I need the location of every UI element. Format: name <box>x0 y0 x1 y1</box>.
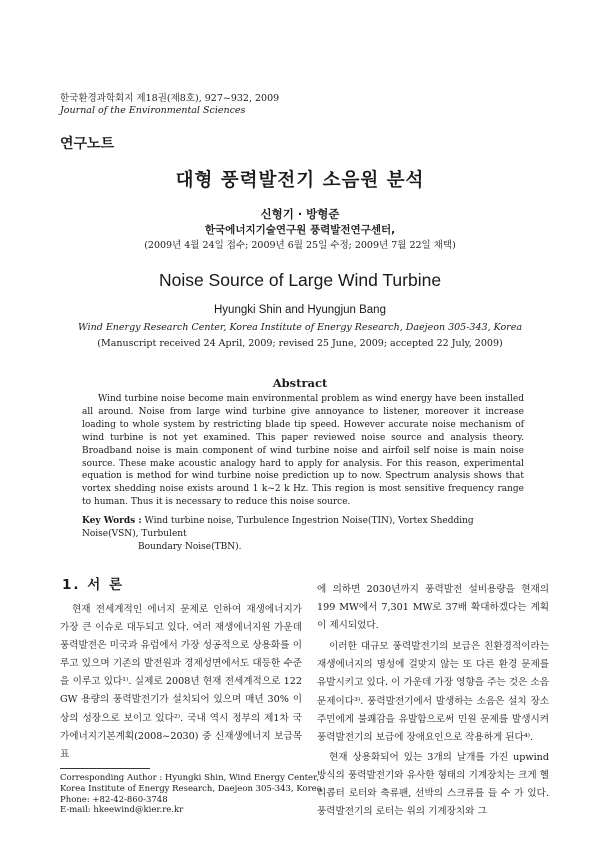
authors-english: Hyungki Shin and Hyungjun Bang <box>214 304 386 316</box>
footnote-line: Corresponding Author : Hyungki Shin, Wind Energy Center, <box>60 773 319 783</box>
affiliation-english: Wind Energy Research Center, Korea Institute of Energy Research, Daejeon 305-343, Korea <box>78 322 522 333</box>
footnote-divider <box>60 768 150 769</box>
journal-header <box>60 93 279 117</box>
article-type: 연구노트 <box>60 136 115 152</box>
citation-line: 한국환경과학회지 제18권(제8호), 927~932, 2009 <box>60 93 280 104</box>
corresponding-author-footnote <box>60 773 322 816</box>
abstract-text: Wind turbine noise become main environmental problem as wind energy have been installed all around. Noise from large wind turbine give annoyance to listener, moreover it increase loading to whole system by restricting blade tip speed. However accurate noise mechanism of wind turbine is not yet examined. This paper reviewed noise source and analysis theory. Broadband noise is main component of wind turbine noise and airfoil self noise is main noise source. These make acoustic analogy hard to apply for analysis. For this reason, experimental equation is method for wind turbine noise prediction up to now. Spectrum analysis shows that vortex shedding noise exists around 1 k~2 k Hz. This region is most sensitive frequency range to human. Thus it is necessary to reduce this noise source. <box>82 394 524 508</box>
title-korean: 대형 풍력발전기 소음원 분석 <box>175 170 425 191</box>
email-link[interactable]: E-mail: hkeewind@kier.re.kr <box>60 805 184 816</box>
paragraph: 현재 상용화되어 있는 3개의 날개를 가진 upwind 방식의 풍력발전기와 유사한 형태의 기계장치는 크게 헬리콥터 로터와 축류팬, 선박의 스크류를 들 수 가 있다. 풍력발전기의 로터는 위의 기계장치와 그 <box>317 751 549 818</box>
affiliation-korean: 한국에너지기술연구원 풍력발전연구센터, <box>204 224 396 236</box>
received-dates-korean: (2009년 4월 24일 접수; 2009년 6월 25일 수정; 2009년 7월 22일 채택) <box>144 240 456 251</box>
paragraph: 이러한 대규모 풍력발전기의 보급은 친환경적이라는 재생에너지의 명성에 걸맞지 않는 또 다른 환경 문제를 유발시키고 있다. 이 가운데 가장 영향을 주는 것은 소음 문제이다³⁾. 풍력발전기에서 발생하는 소음은 설치 장소 주민에게 불쾌감을 유발함으로써 민원 문제를 발생시켜 풍력발전기의 보급에 장애요인으로 작용하게 된다⁴⁾. <box>317 641 549 743</box>
footnote-line: Phone: +82-42-860-3748 <box>60 794 168 805</box>
section-heading: 1. 서 론 <box>62 577 125 593</box>
abstract-heading: Abstract <box>272 376 328 390</box>
keywords-line-2: Boundary Noise(TBN). <box>138 541 242 552</box>
keywords <box>82 515 524 554</box>
body-left-column <box>60 601 302 764</box>
received-dates-english: (Manuscript received 24 April, 2009; revised 25 June, 2009; accepted 22 July, 2009) <box>97 338 503 349</box>
body-right-column <box>317 581 549 821</box>
authors-korean: 신형기 · 방형준 <box>260 207 340 221</box>
title-english: Noise Source of Large Wind Turbine <box>158 270 442 290</box>
footnote-line: Korea Institute of Energy Research, Daejeon 305-343, Korea <box>60 783 322 794</box>
paragraph: 에 의하면 2030년까지 풍력발전 설비용량을 현재의 199 MW에서 7,301 MW로 37배 확대하겠다는 계획이 제시되었다. <box>317 584 549 632</box>
paragraph: 현재 전세계적인 에너지 문제로 인하여 재생에너지가 가장 큰 이슈로 대두되고 있다. 여러 재생에너지원 가운데 풍력발전은 미국과 유럽에서 가장 성공적으로 상용화를 이루고 있으며 기존의 발전원과 경제성면에서도 대등한 수준을 이루고 있다¹⁾. 실제로 2008년 현재 전세계적으로 122 GW 용량의 풍력발전기가 설치되어 있으며 매년 30% 이상의 성장으로 보이고 있다²⁾. 국내 역시 정부의 제1차 국가에너지기본계획(2008~2030) 중 신재생에너지 보급목표 <box>60 604 302 760</box>
journal-name: Journal of the Environmental Sciences <box>60 105 246 116</box>
keywords-line-1: Wind turbine noise, Turbulence Ingestrion Noise(TIN), Vortex Shedding Noise(VSN), Turbulent <box>82 516 474 539</box>
keywords-label: Key Words : <box>82 516 142 526</box>
